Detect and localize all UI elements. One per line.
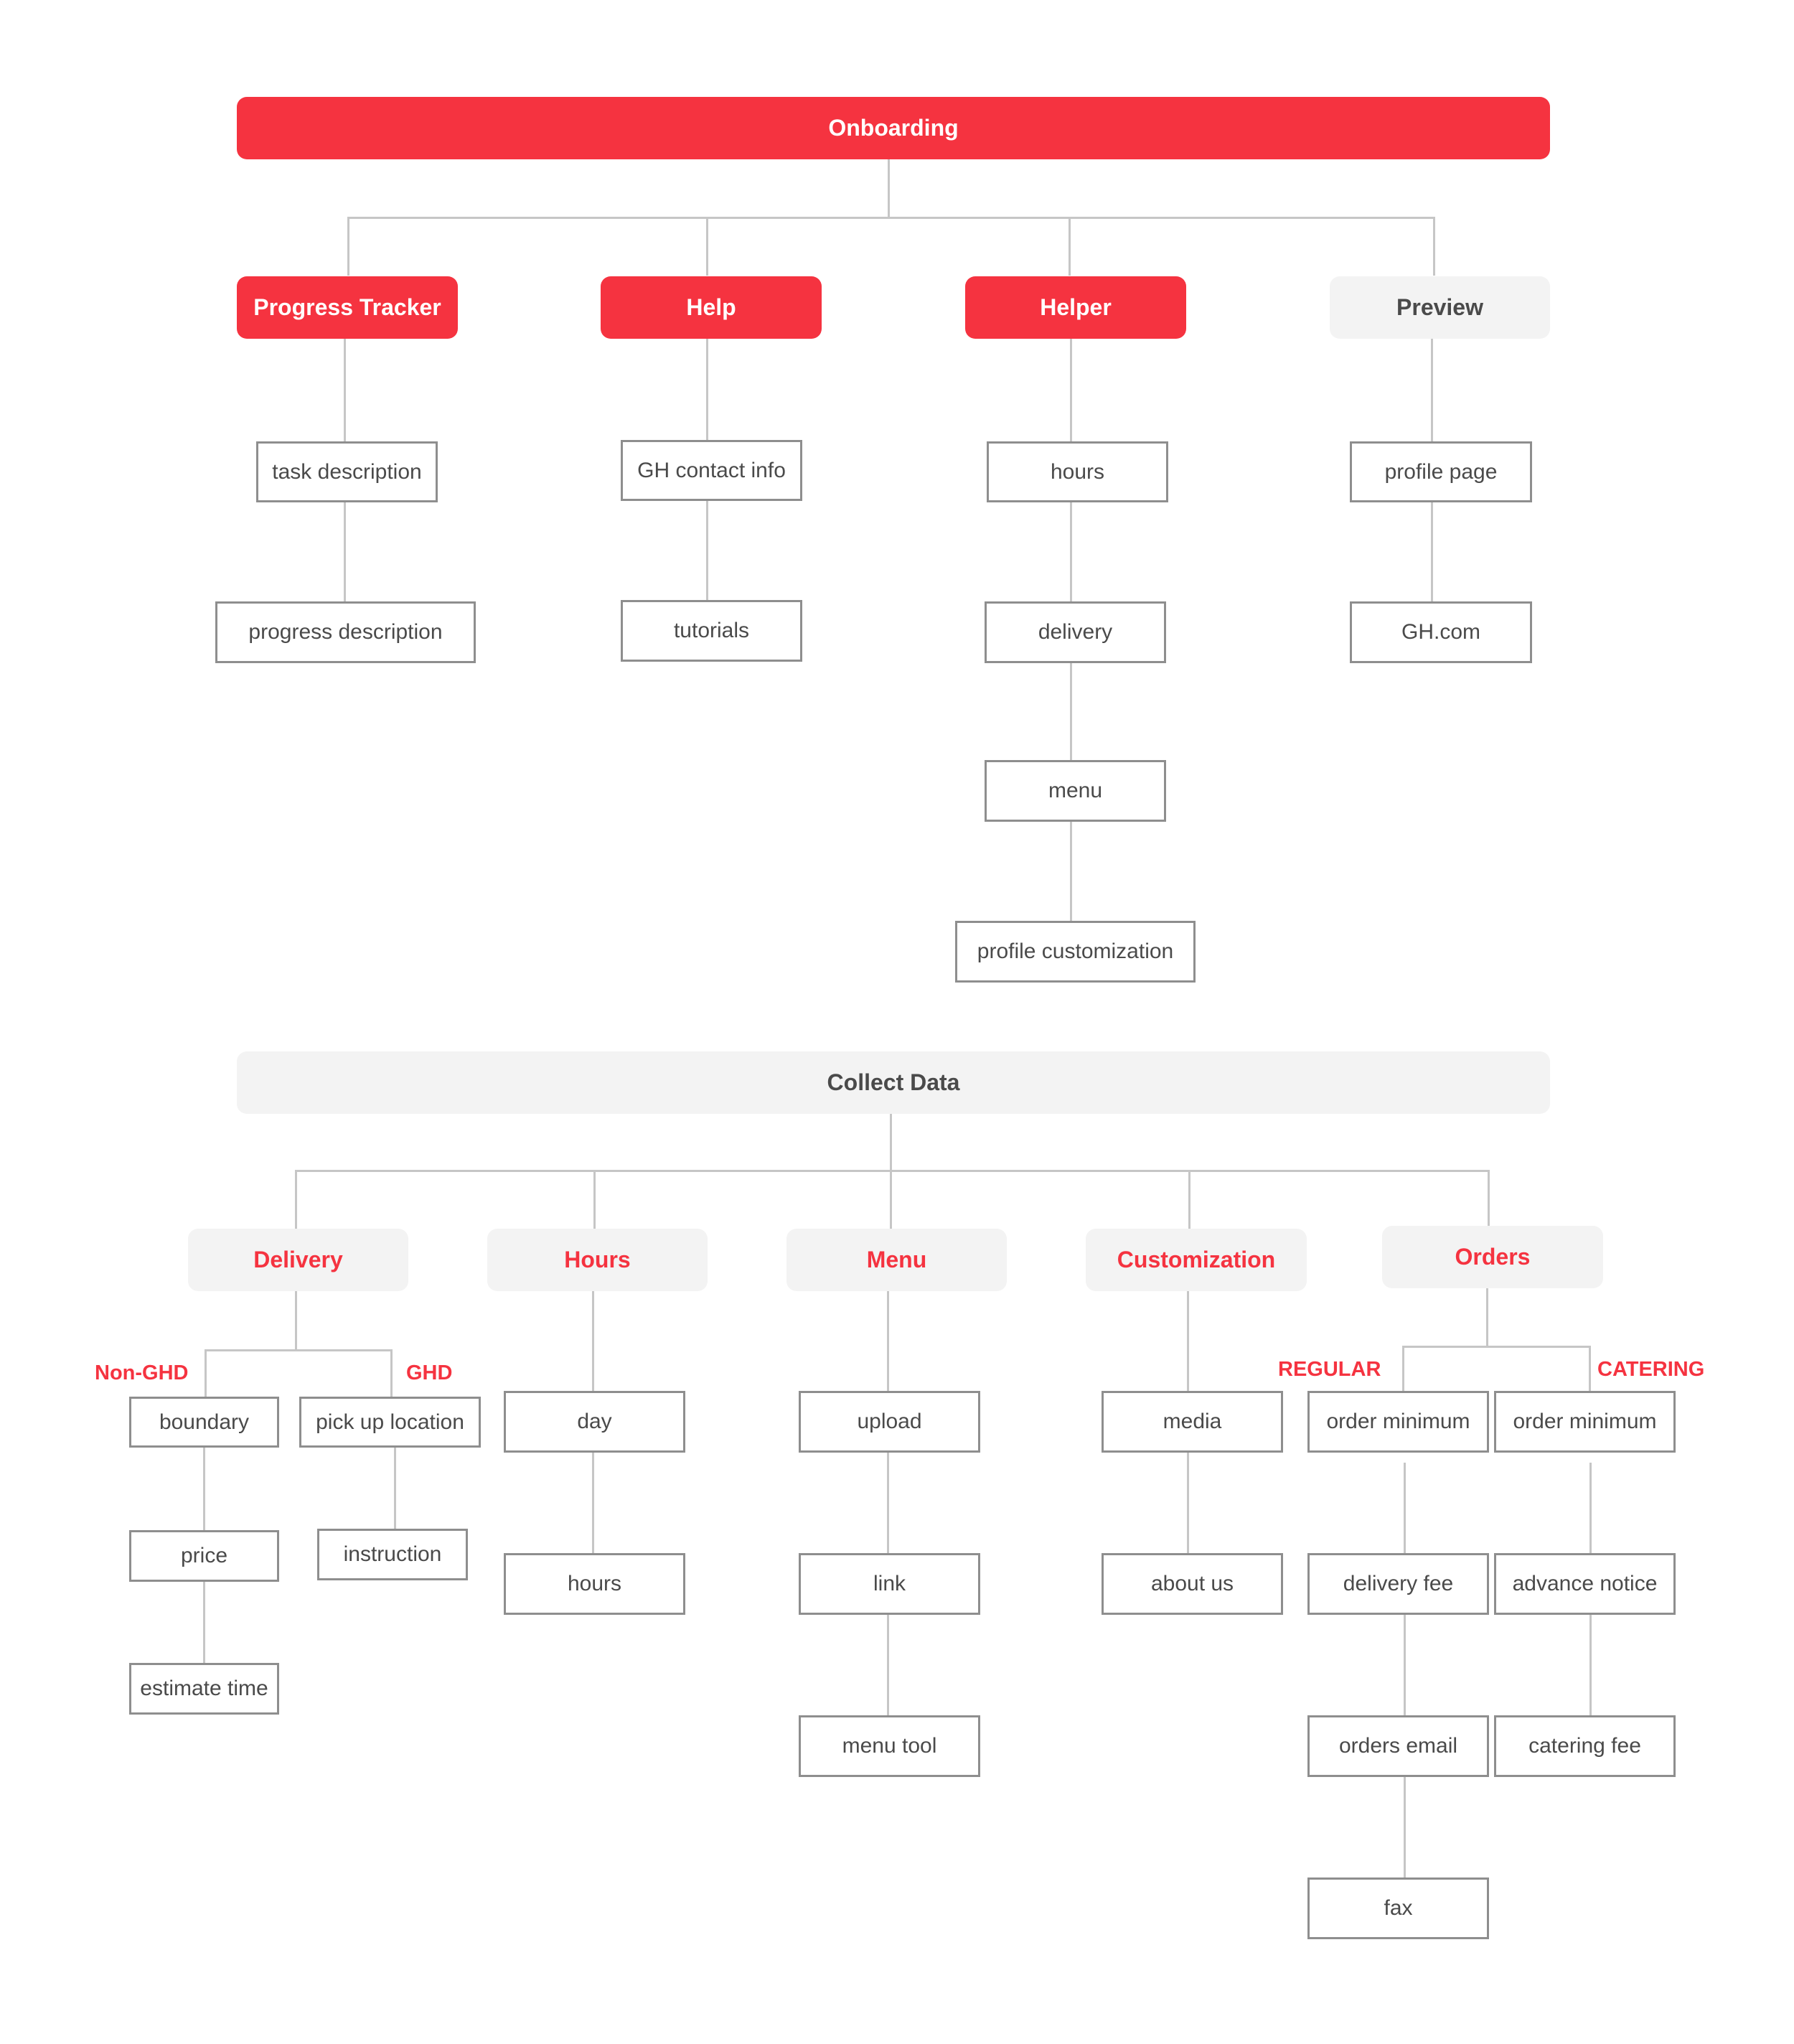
menu-tool-box: menu tool bbox=[799, 1715, 980, 1777]
catering-label: CATERING bbox=[1597, 1358, 1705, 1381]
connector bbox=[593, 1170, 596, 1229]
connector bbox=[888, 158, 890, 218]
connector bbox=[1589, 1346, 1591, 1391]
connector bbox=[394, 1446, 396, 1529]
connector bbox=[1404, 1613, 1406, 1715]
profile-page-box: profile page bbox=[1350, 441, 1532, 502]
connector bbox=[1187, 1289, 1189, 1391]
regular-order-minimum-box: order minimum bbox=[1307, 1391, 1489, 1453]
progress-description-box: progress description bbox=[215, 601, 476, 663]
connector bbox=[706, 336, 708, 440]
upload-box: upload bbox=[799, 1391, 980, 1453]
estimate-time-box: estimate time bbox=[129, 1663, 279, 1715]
connector bbox=[706, 497, 708, 600]
connector bbox=[887, 1289, 889, 1391]
connector bbox=[1070, 659, 1072, 760]
connector bbox=[1589, 1613, 1592, 1715]
catering-fee-box: catering fee bbox=[1494, 1715, 1676, 1777]
hours-node: Hours bbox=[487, 1229, 708, 1291]
connector bbox=[1431, 499, 1433, 601]
media-box: media bbox=[1102, 1391, 1283, 1453]
advance-notice-box: advance notice bbox=[1494, 1553, 1676, 1615]
connector bbox=[205, 1349, 207, 1397]
boundary-box: boundary bbox=[129, 1397, 279, 1448]
onboarding-header: Onboarding bbox=[237, 97, 1550, 159]
connector bbox=[1187, 1451, 1189, 1553]
connector bbox=[890, 1170, 892, 1229]
connector bbox=[1402, 1346, 1591, 1348]
about-us-box: about us bbox=[1102, 1553, 1283, 1615]
customization-node: Customization bbox=[1086, 1229, 1307, 1291]
connector bbox=[1486, 1286, 1488, 1347]
gh-contact-info-box: GH contact info bbox=[621, 440, 802, 501]
tutorials-box: tutorials bbox=[621, 600, 802, 662]
connector bbox=[1070, 336, 1072, 441]
connector bbox=[1431, 336, 1433, 441]
connector bbox=[205, 1349, 393, 1351]
connector bbox=[1069, 217, 1071, 276]
connector bbox=[1589, 1463, 1592, 1553]
helper-menu-box: menu bbox=[985, 760, 1166, 822]
connector bbox=[344, 336, 346, 441]
connector bbox=[592, 1451, 594, 1553]
non-ghd-label: Non-GHD bbox=[95, 1361, 189, 1384]
connector bbox=[295, 1289, 297, 1351]
day-box: day bbox=[504, 1391, 685, 1453]
instruction-box: instruction bbox=[317, 1529, 468, 1580]
collect-data-header: Collect Data bbox=[237, 1051, 1550, 1114]
ghd-label: GHD bbox=[406, 1361, 453, 1384]
connector bbox=[887, 1451, 889, 1553]
connector bbox=[887, 1613, 889, 1715]
connector bbox=[203, 1446, 205, 1530]
task-description-box: task description bbox=[256, 441, 438, 502]
connector bbox=[344, 499, 346, 601]
orders-node: Orders bbox=[1382, 1226, 1603, 1288]
connector bbox=[1402, 1346, 1404, 1391]
connector bbox=[592, 1289, 594, 1391]
connector bbox=[347, 217, 349, 276]
link-box: link bbox=[799, 1553, 980, 1615]
helper-node: Helper bbox=[965, 276, 1186, 339]
delivery-fee-box: delivery fee bbox=[1307, 1553, 1489, 1615]
connector bbox=[706, 217, 708, 276]
regular-label: REGULAR bbox=[1278, 1358, 1381, 1381]
fax-box: fax bbox=[1307, 1877, 1489, 1939]
helper-hours-box: hours bbox=[987, 441, 1168, 502]
gh-com-box: GH.com bbox=[1350, 601, 1532, 663]
catering-order-minimum-box: order minimum bbox=[1494, 1391, 1676, 1453]
helper-delivery-box: delivery bbox=[985, 601, 1166, 663]
connector bbox=[295, 1170, 1490, 1172]
connector bbox=[347, 217, 1435, 219]
help-node: Help bbox=[601, 276, 822, 339]
preview-node: Preview bbox=[1330, 276, 1550, 339]
connector bbox=[1188, 1170, 1190, 1229]
connector bbox=[203, 1580, 205, 1663]
connector bbox=[1070, 817, 1072, 921]
connector bbox=[1433, 217, 1435, 276]
connector bbox=[1404, 1463, 1406, 1553]
delivery-node: Delivery bbox=[188, 1229, 408, 1291]
pick-up-location-box: pick up location bbox=[299, 1397, 481, 1448]
menu-node: Menu bbox=[786, 1229, 1007, 1291]
connector bbox=[1070, 499, 1072, 601]
connector bbox=[1404, 1776, 1406, 1877]
connector bbox=[1488, 1170, 1490, 1226]
profile-customization-box: profile customization bbox=[955, 921, 1196, 983]
orders-email-box: orders email bbox=[1307, 1715, 1489, 1777]
progress-tracker-node: Progress Tracker bbox=[237, 276, 458, 339]
connector bbox=[390, 1349, 393, 1397]
hours-box: hours bbox=[504, 1553, 685, 1615]
connector bbox=[890, 1111, 892, 1171]
price-box: price bbox=[129, 1530, 279, 1582]
connector bbox=[295, 1170, 297, 1229]
